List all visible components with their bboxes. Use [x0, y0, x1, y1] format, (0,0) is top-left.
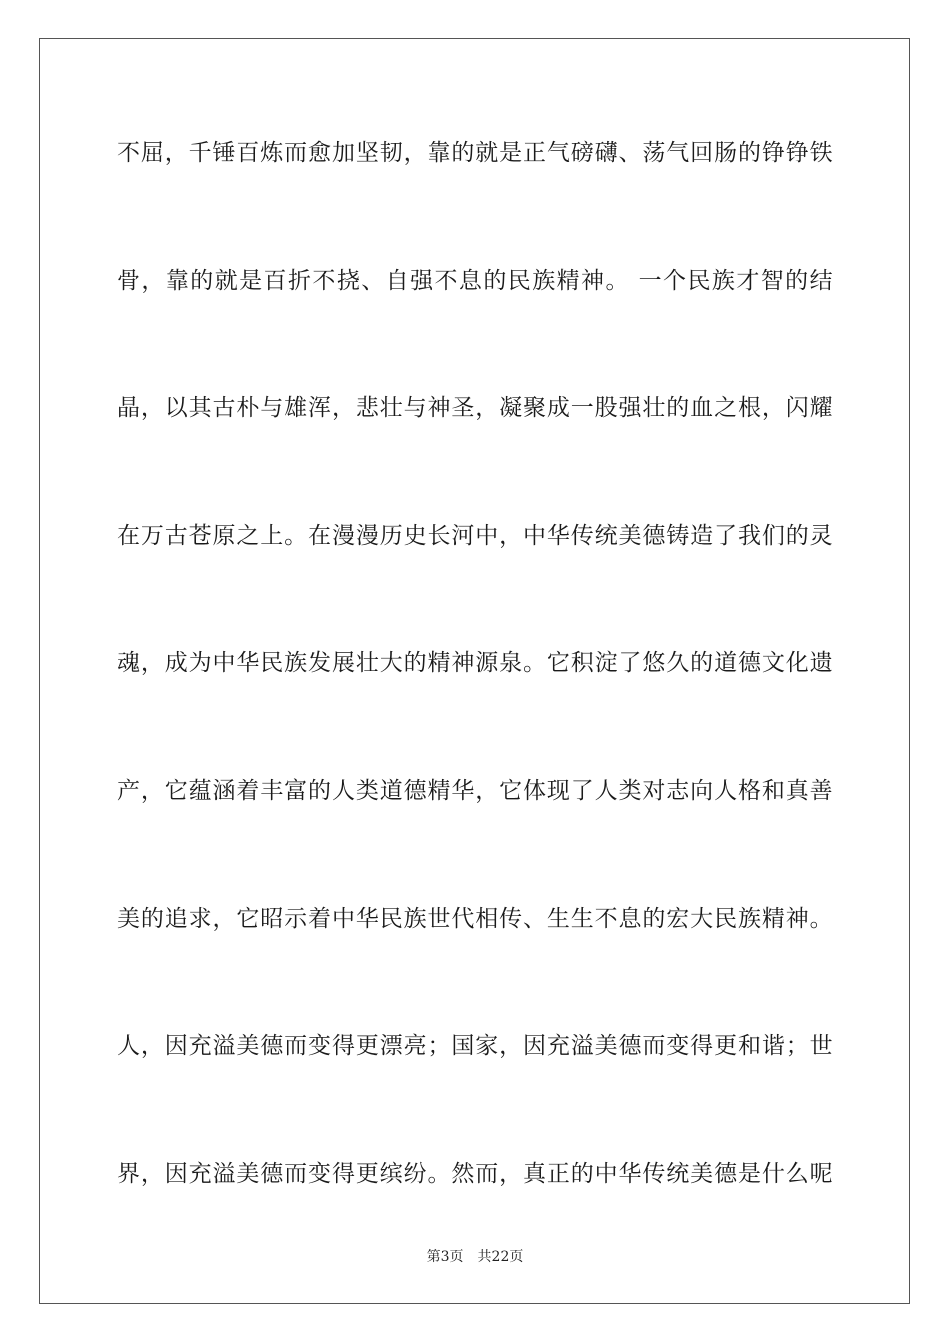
text-line: 魂，成为中华民族发展壮大的精神源泉。它积淀了悠久的道德文化遗 — [117, 650, 833, 677]
page-number: 第3页 — [426, 1249, 464, 1265]
total-pages: 共22页 — [477, 1249, 524, 1265]
text-line: 界，因充溢美德而变得更缤纷。然而，真正的中华传统美德是什么呢 — [117, 1160, 833, 1187]
text-line: 产，它蕴涵着丰富的人类道德精华，它体现了人类对志向人格和真善 — [117, 777, 833, 804]
document-body — [117, 130, 833, 1278]
text-line: 不屈，千锤百炼而愈加坚韧，靠的就是正气磅礴、荡气回肠的铮铮铁 — [117, 140, 833, 166]
text-line: 晶，以其古朴与雄浑，悲壮与神圣，凝聚成一股强壮的血之根，闪耀 — [117, 395, 833, 422]
text-line: 美的追求，它昭示着中华民族世代相传、生生不息的宏大民族精神。 — [117, 905, 833, 932]
text-line: 在万古苍原之上。在漫漫历史长河中，中华传统美德铸造了我们的灵 — [117, 522, 833, 549]
text-line: 人，因充溢美德而变得更漂亮；国家，因充溢美德而变得更和谐；世 — [117, 1033, 833, 1060]
page-footer — [0, 1246, 950, 1266]
text-line: 骨，靠的就是百折不挠、自强不息的民族精神。 一个民族才智的结 — [117, 267, 833, 294]
